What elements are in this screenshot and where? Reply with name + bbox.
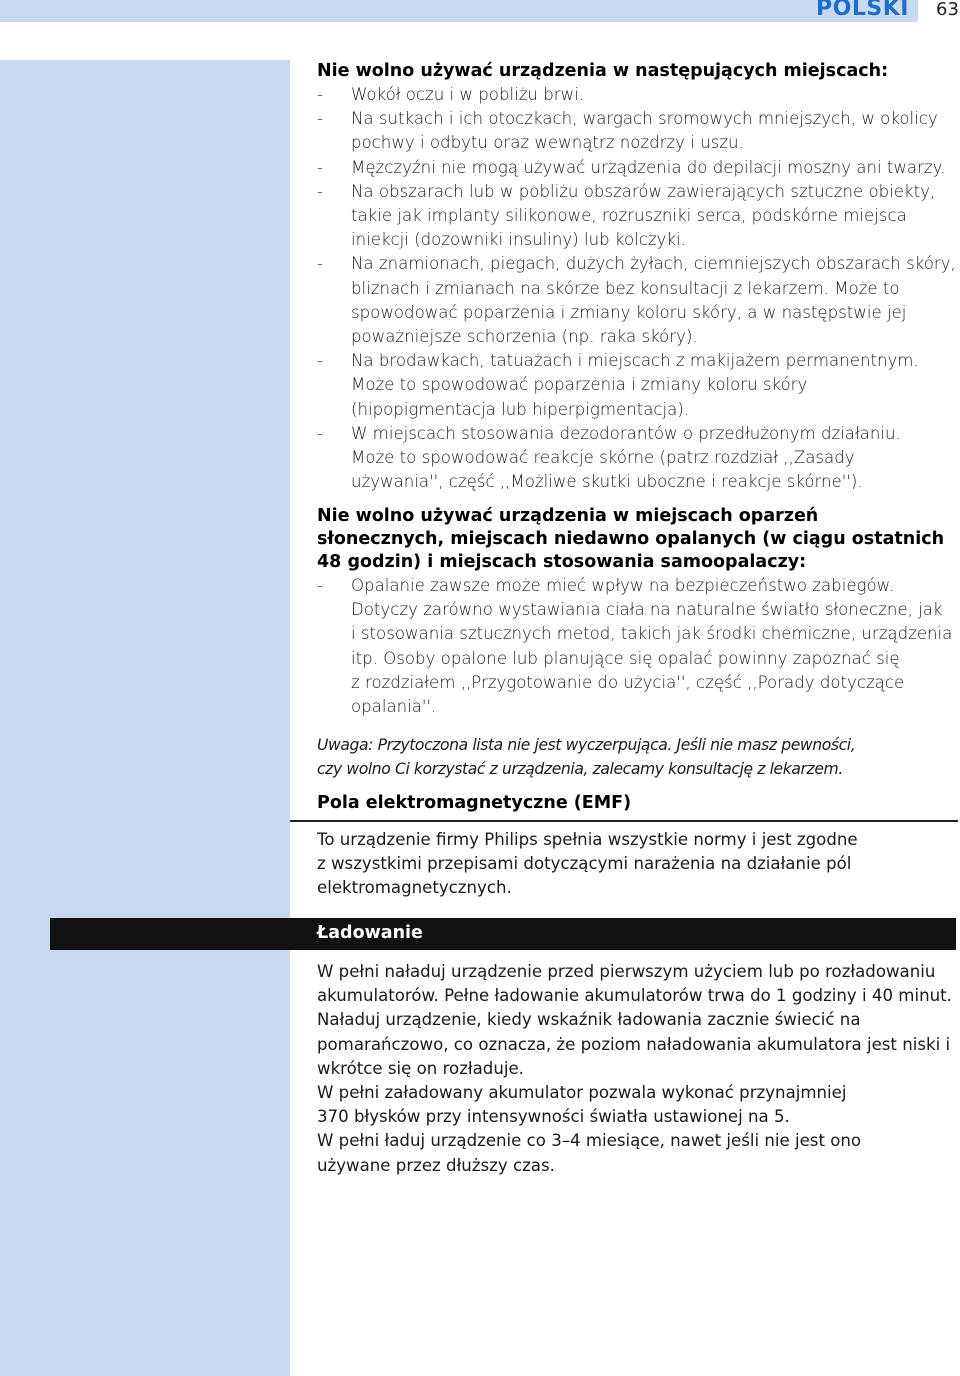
heading-line: słonecznych, miejscach niedawno opalanych (w ciągu ostatnich	[317, 529, 945, 549]
section-restricted-areas	[317, 60, 957, 494]
emf-title: Pola elektromagnetyczne (EMF)	[317, 793, 632, 813]
charging-text	[317, 960, 960, 1178]
list-item-line: Może to spowodować poparzenia i zmiany koloru skóry	[351, 375, 808, 395]
list-item	[317, 83, 957, 107]
text-line: elektromagnetycznych.	[317, 878, 512, 898]
list-item-line: - Na brodawkach, tatuażach i miejscach z makijażem permanentnym.	[351, 351, 919, 371]
section-divider	[290, 820, 958, 822]
text-line: 370 błysków przy intensywności światła ustawionej na 5.	[317, 1107, 790, 1127]
list-item-line: - Opalanie zawsze może mieć wpływ na bezpieczeństwo zabiegów.	[351, 576, 894, 595]
list-item-line: używania'', część ,,Możliwe skutki uboczne i reakcje skórne'').	[351, 472, 863, 492]
charging-title: Ładowanie	[317, 923, 423, 943]
list-item	[317, 574, 957, 719]
list-item-line: - Wokół oczu i w pobliżu brwi.	[351, 85, 585, 104]
text-line: akumulatorów. Pełne ładowanie akumulatorów trwa do 1 godziny i 40 minut.	[317, 986, 952, 1006]
list-item-line: - W miejscach stosowania dezodorantów o przedłużonym działaniu.	[351, 423, 901, 443]
section-sunburn	[317, 505, 957, 719]
text-line: W pełni załadowany akumulator pozwala wykonać przynajmniej	[317, 1083, 847, 1103]
list-item-line: poważniejsze schorzenia (np. raka skóry).	[351, 327, 698, 347]
page-number: 63	[936, 0, 959, 20]
sunburn-list	[317, 574, 957, 719]
list-item	[317, 156, 957, 180]
text-line: wkrótce się on rozładuje.	[317, 1058, 524, 1078]
list-item-line: - Na obszarach lub w pobliżu obszarów zawierających sztuczne obiekty,	[351, 181, 936, 201]
text-line: W pełni naładuj urządzenie przed pierwszym użyciem lub po rozładowaniu	[317, 962, 936, 981]
text-line: To urządzenie firmy Philips spełnia wszystkie normy i jest zgodne	[317, 830, 858, 849]
list-item-line: - Na znamionach, piegach, dużych żyłach, ciemniejszych obszarach skóry,	[351, 254, 956, 274]
text-line: W pełni ładuj urządzenie co 3–4 miesiące, nawet jeśli nie jest ono	[317, 1131, 862, 1151]
list-item	[317, 422, 957, 495]
list-item-line: iniekcji (dozowniki insuliny) lub kolczyki.	[351, 230, 686, 250]
list-item-line: spowodować poparzenia i zmiany koloru skóry, a w następstwie jej	[351, 302, 907, 322]
list-item-line: - Mężczyźni nie mogą używać urządzenia do depilacji moszny ani twarzy.	[351, 157, 946, 177]
list-item-line: z rozdziałem ,,Przygotowanie do użycia'', część ,,Porady dotyczące	[351, 672, 905, 692]
list-item	[317, 349, 957, 422]
heading-line: Nie wolno używać urządzenia w miejscach oparzeń	[317, 506, 819, 526]
sunburn-heading	[317, 505, 957, 574]
list-item-line: Może to spowodować reakcje skórne (patrz rozdział ,,Zasady	[351, 448, 855, 468]
list-item	[317, 252, 957, 349]
language-label: POLSKI	[816, 0, 909, 21]
list-item-line: i stosowania sztucznych metod, takich jak środki chemiczne, urządzenia	[351, 624, 953, 644]
list-item	[317, 107, 957, 155]
list-item-line: - Na sutkach i ich otoczkach, wargach sromowych mniejszych, w okolicy	[351, 109, 938, 129]
list-item-line: pochwy i odbytu oraz wewnątrz nozdrzy i uszu.	[351, 133, 744, 153]
list-item-line: itp. Osoby opalone lub planujące się opalać powinny zapoznać się	[351, 648, 900, 668]
list-item-line: Dotyczy zarówno wystawiania ciała na naturalne światło słoneczne, jak	[351, 600, 943, 620]
note-line: Uwaga: Przytoczona lista nie jest wyczerpująca. Jeśli nie masz pewności,	[317, 736, 856, 754]
list-item	[317, 180, 957, 253]
note	[317, 733, 957, 781]
text-line: pomarańczowo, co oznacza, że poziom naładowania akumulatora jest niski i	[317, 1034, 951, 1054]
section-heading: Nie wolno używać urządzenia w następujących miejscach:	[317, 61, 889, 81]
emf-text	[317, 828, 957, 901]
header-bar	[0, 0, 918, 22]
charging-header-bar	[50, 918, 956, 950]
text-line: z wszystkimi przepisami dotyczącymi narażenia na działanie pól	[317, 854, 852, 874]
heading-line: 48 godzin) i miejscach stosowania samoopalaczy:	[317, 552, 807, 572]
sidebar-band	[0, 60, 290, 1376]
list-item-line: opalania''.	[351, 697, 437, 717]
list-item-line: (hipopigmentacja lub hiperpigmentacja).	[351, 399, 690, 419]
text-line: używane przez dłuższy czas.	[317, 1155, 555, 1175]
note-line: czy wolno Ci korzystać z urządzenia, zalecamy konsultację z lekarzem.	[317, 760, 843, 778]
list-item-line: bliznach i zmianach na skórze bez konsultacji z lekarzem. Może to	[351, 278, 900, 298]
restricted-areas-list	[317, 83, 957, 494]
text-line: Naładuj urządzenie, kiedy wskaźnik ładowania zacznie świecić na	[317, 1010, 861, 1030]
list-item-line: takie jak implanty silikonowe, rozruszniki serca, podskórne miejsca	[351, 206, 907, 226]
